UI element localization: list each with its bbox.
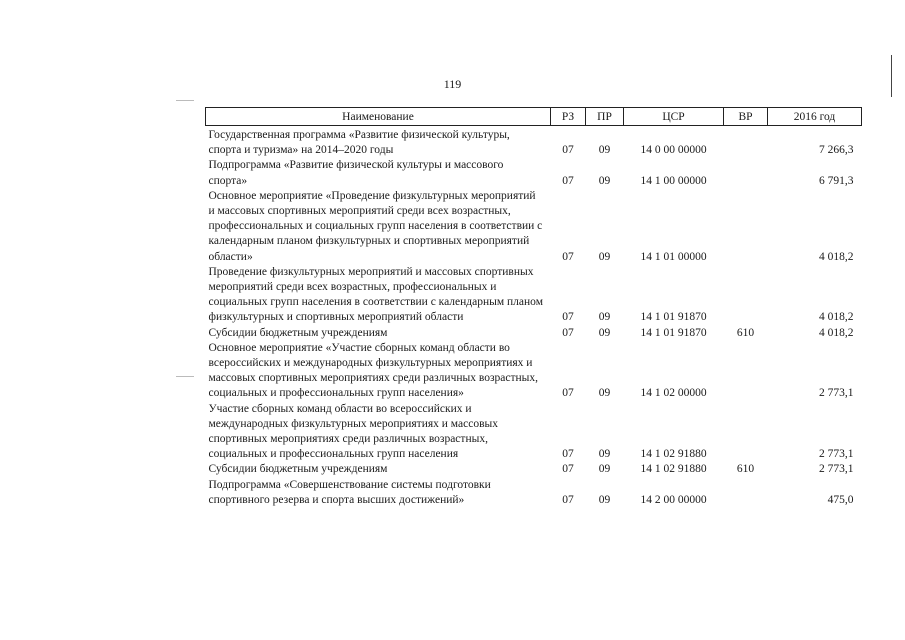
row-rz: 07 [562, 326, 574, 339]
row-amount: 2 773,1 [819, 448, 854, 461]
row-csr: 14 1 02 91880 [640, 448, 707, 461]
table-row [206, 326, 862, 341]
row-pr: 09 [598, 493, 611, 506]
table-header-row [206, 108, 862, 126]
row-pr: 09 [598, 250, 611, 263]
row-amount: 475,0 [827, 493, 854, 506]
row-rz: 07 [562, 463, 574, 476]
row-name: Основное мероприятие «Проведение физкультурных мероприятий и массовых спортивных мероприятий среди всех возрастных, профессиональных и социальных групп населения в соответствии с календарным планом физкультурных и спортивных мероприятий области» [208, 189, 543, 263]
row-pr: 09 [598, 387, 611, 400]
row-pr: 09 [598, 463, 611, 476]
page-edge-mark [891, 55, 892, 97]
column-header-csr: ЦСР [624, 108, 724, 126]
column-header-name: Наименование [206, 108, 551, 126]
row-name: Подпрограмма «Развитие физической культуры и массового спорта» [208, 159, 504, 187]
row-csr: 14 2 00 00000 [640, 493, 707, 506]
row-rz: 07 [562, 311, 574, 324]
row-pr: 09 [598, 326, 611, 339]
scan-mark [176, 100, 194, 101]
row-name: Основное мероприятие «Участие сборных команд области во всероссийских и международных физкультурных мероприятиях и массовых спортивных мероприятиях среди различных возрастных, социальных и профессиональных групп населения» [208, 341, 538, 400]
row-csr: 14 1 00 00000 [640, 174, 707, 187]
row-pr: 09 [598, 174, 611, 187]
page-number: 119 [443, 77, 462, 91]
row-name: Участие сборных команд области во всероссийских и международных физкультурных мероприятиях и массовых спортивных мероприятиях среди различных возрастных, социальных и профессиональных групп населения [208, 402, 498, 461]
row-name: Подпрограмма «Совершенствование системы подготовки спортивного резерва и спорта высших достижений» [208, 478, 491, 506]
row-vr [724, 189, 768, 265]
row-name: Субсидии бюджетным учреждениям [208, 326, 388, 339]
row-rz: 07 [562, 144, 574, 157]
row-csr: 14 1 01 00000 [640, 250, 707, 263]
row-csr: 14 0 00 00000 [640, 144, 707, 157]
row-vr [724, 158, 768, 188]
row-vr: 610 [736, 326, 755, 339]
row-csr: 14 1 01 91870 [640, 311, 707, 324]
row-vr [724, 478, 768, 508]
column-header-year: 2016 год [768, 108, 862, 126]
row-vr [724, 126, 768, 159]
row-pr: 09 [598, 311, 611, 324]
row-rz: 07 [562, 174, 574, 187]
budget-table [205, 107, 862, 508]
row-amount: 4 018,2 [819, 250, 854, 263]
row-csr: 14 1 02 00000 [640, 387, 707, 400]
row-vr [724, 265, 768, 326]
row-csr: 14 1 01 91870 [640, 326, 707, 339]
column-header-vr: ВР [724, 108, 768, 126]
row-name: Субсидии бюджетным учреждениям [208, 463, 388, 476]
table-row [206, 126, 862, 159]
row-name: Государственная программа «Развитие физической культуры, спорта и туризма» на 2014–2020 годы [208, 129, 510, 157]
row-csr: 14 1 02 91880 [640, 463, 707, 476]
row-pr: 09 [598, 144, 611, 157]
column-header-pr: ПР [586, 108, 624, 126]
table-row [206, 158, 862, 188]
table-row [206, 265, 862, 326]
row-amount: 6 791,3 [819, 174, 854, 187]
row-vr [724, 402, 768, 463]
row-amount: 4 018,2 [819, 311, 854, 324]
table-row [206, 462, 862, 477]
row-amount: 2 773,1 [819, 387, 854, 400]
row-rz: 07 [562, 250, 574, 263]
row-name: Проведение физкультурных мероприятий и массовых спортивных мероприятий среди всех возрастных, профессиональных и социальных групп населения в соответствии с календарным планом физкультурных и спортивных мероприятий области [208, 265, 543, 324]
row-amount: 4 018,2 [819, 326, 854, 339]
row-pr: 09 [598, 448, 611, 461]
table-row [206, 478, 862, 508]
table-row [206, 341, 862, 402]
table-row [206, 402, 862, 463]
scan-mark [176, 376, 194, 377]
row-vr [724, 341, 768, 402]
row-rz: 07 [562, 448, 574, 461]
row-vr: 610 [736, 463, 755, 476]
row-amount: 2 773,1 [819, 463, 854, 476]
row-rz: 07 [562, 387, 574, 400]
row-rz: 07 [562, 493, 574, 506]
row-amount: 7 266,3 [819, 144, 854, 157]
column-header-rz: РЗ [551, 108, 586, 126]
table-row [206, 189, 862, 265]
